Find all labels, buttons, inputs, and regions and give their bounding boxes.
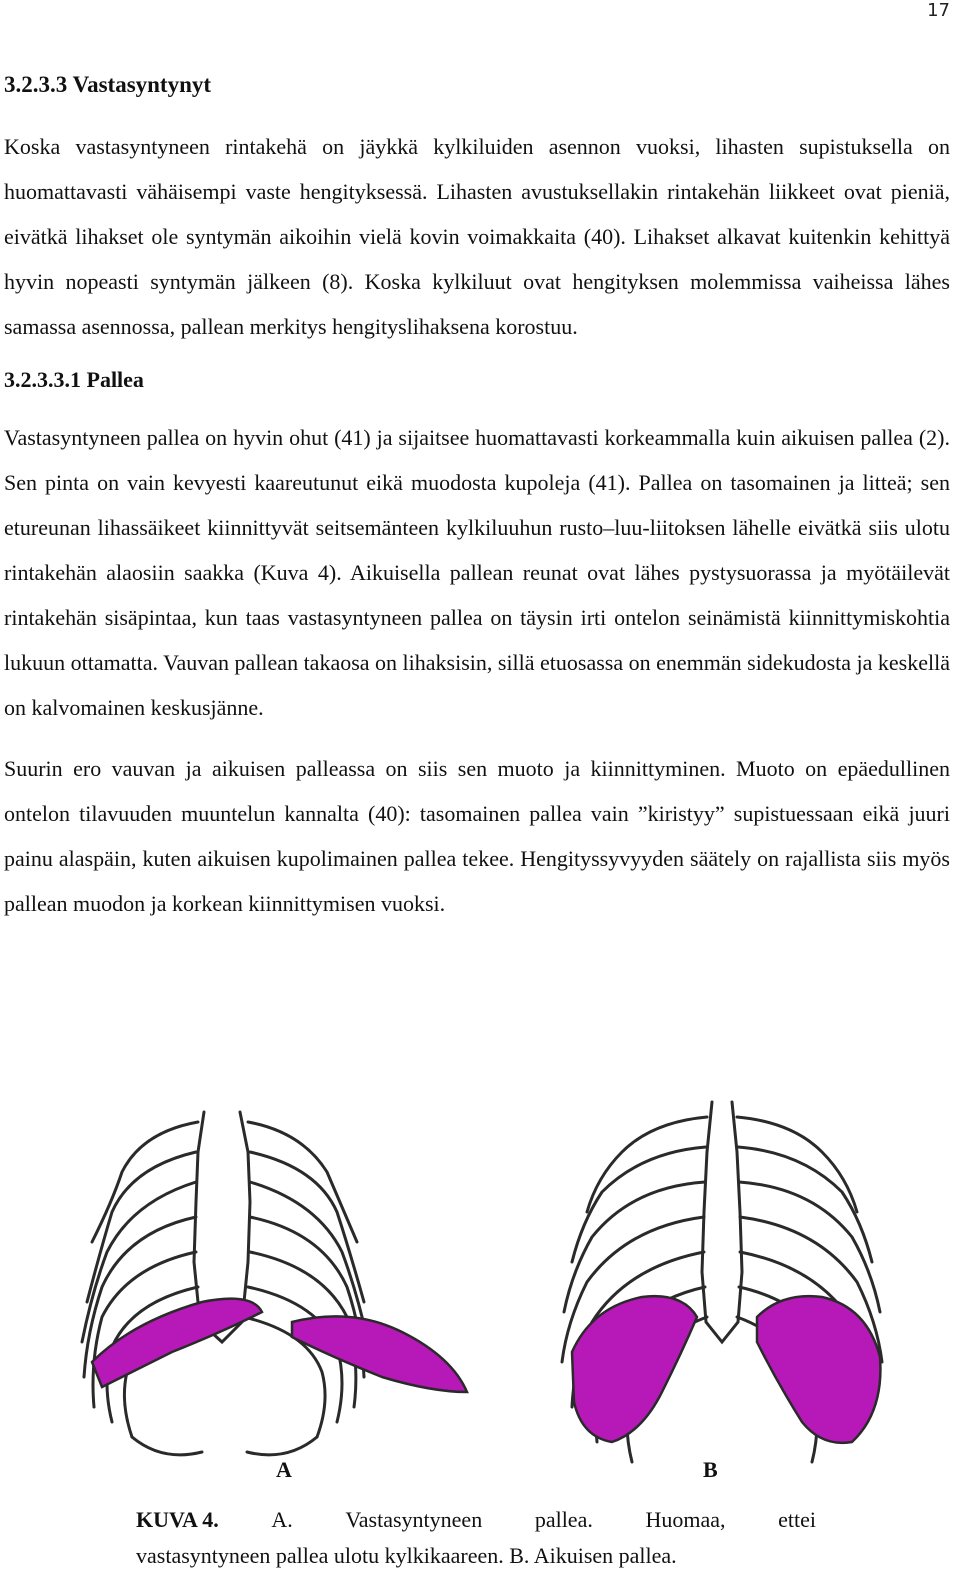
document-body <box>4 68 950 926</box>
paragraph: Suurin ero vauvan ja aikuisen palleassa on siis sen muoto ja kiinnittyminen. Muoto on epäedullinen ontelon tilavuuden muuntelun kannalta (40): tasomainen pallea vain ”kiristyy” supistuessaan eikä juuri painu alaspäin, kuten aikuisen kupolimainen pallea tekee. Hengityssyvyyden säätely on rajallista siis myös pallean muodon ja korkean kiinnittymisen vuoksi. <box>4 756 950 916</box>
ribcage-a-outline <box>82 1112 368 1455</box>
subsection-heading: 3.2.3.3.1 Pallea <box>4 367 144 392</box>
caption-word: pallea. <box>534 1507 593 1532</box>
caption-word: A. <box>271 1507 293 1532</box>
figure-label-b: B <box>703 1457 718 1482</box>
diaphragm-b-right <box>757 1296 880 1443</box>
figure-label-a: A <box>276 1457 292 1482</box>
page-number: 17 <box>927 0 950 21</box>
caption-line-1 <box>136 1502 816 1538</box>
caption-figure-number: KUVA 4. <box>136 1507 219 1532</box>
ribcage-illustration <box>72 1092 892 1492</box>
diaphragm-b-left <box>572 1296 697 1442</box>
diaphragm-b <box>572 1296 880 1443</box>
ribcage-figure <box>72 1092 892 1492</box>
figure-caption <box>136 1502 816 1574</box>
caption-line-2: vastasyntyneen pallea ulotu kylkikaareen. B. Aikuisen pallea. <box>136 1543 677 1568</box>
caption-word: Huomaa, <box>645 1507 726 1532</box>
section-heading: 3.2.3.3 Vastasyntynyt <box>4 72 212 97</box>
diaphragm-a-right <box>292 1316 467 1392</box>
diaphragm-a <box>92 1299 467 1392</box>
paragraph: Koska vastasyntyneen rintakehä on jäykkä kylkiluiden asennon vuoksi, lihasten supistuksella on huomattavasti vähäisempi vaste hengityksessä. Lihasten avustuksellakin rintakehän liikkeet ovat pieniä, eivätkä lihakset ole syntymän aikoihin vielä kovin voimakkaita (40). Lihakset alkavat kuitenkin kehittyä hyvin nopeasti syntymän jälkeen (8). Koska kylkiluut ovat hengityksen molemmissa vaiheissa lähes samassa asennossa, pallean merkitys hengityslihaksena korostuu. <box>4 134 950 339</box>
paragraph: Vastasyntyneen pallea on hyvin ohut (41) ja sijaitsee huomattavasti korkeammalla kuin aikuisen pallea (2). Sen pinta on vain kevyesti kaareutunut eikä muodosta kupoleja (41). Pallea on tasomainen ja litteä; sen etureunan lihassäikeet kiinnittyvät seitsemänteen kylkiluuhun rusto–luu-liitoksen lähelle eivätkä siis ulotu rintakehän alaosiin saakka (Kuva 4). Aikuisella pallean reunat ovat lähes pystysuorassa ja myötäilevät rintakehän sisäpintaa, kun taas vastasyntyneen pallea on täysin irti ontelon seinämistä kiinnittymiskohtia lukuun ottamatta. Vauvan pallean takaosa on lihaksisin, sillä etuosassa on enemmän sidekudosta ja keskellä on kalvomainen keskusjänne. <box>4 425 950 720</box>
diaphragm-a-left <box>92 1299 262 1387</box>
caption-word: ettei <box>778 1507 816 1532</box>
caption-word: Vastasyntyneen <box>345 1507 483 1532</box>
